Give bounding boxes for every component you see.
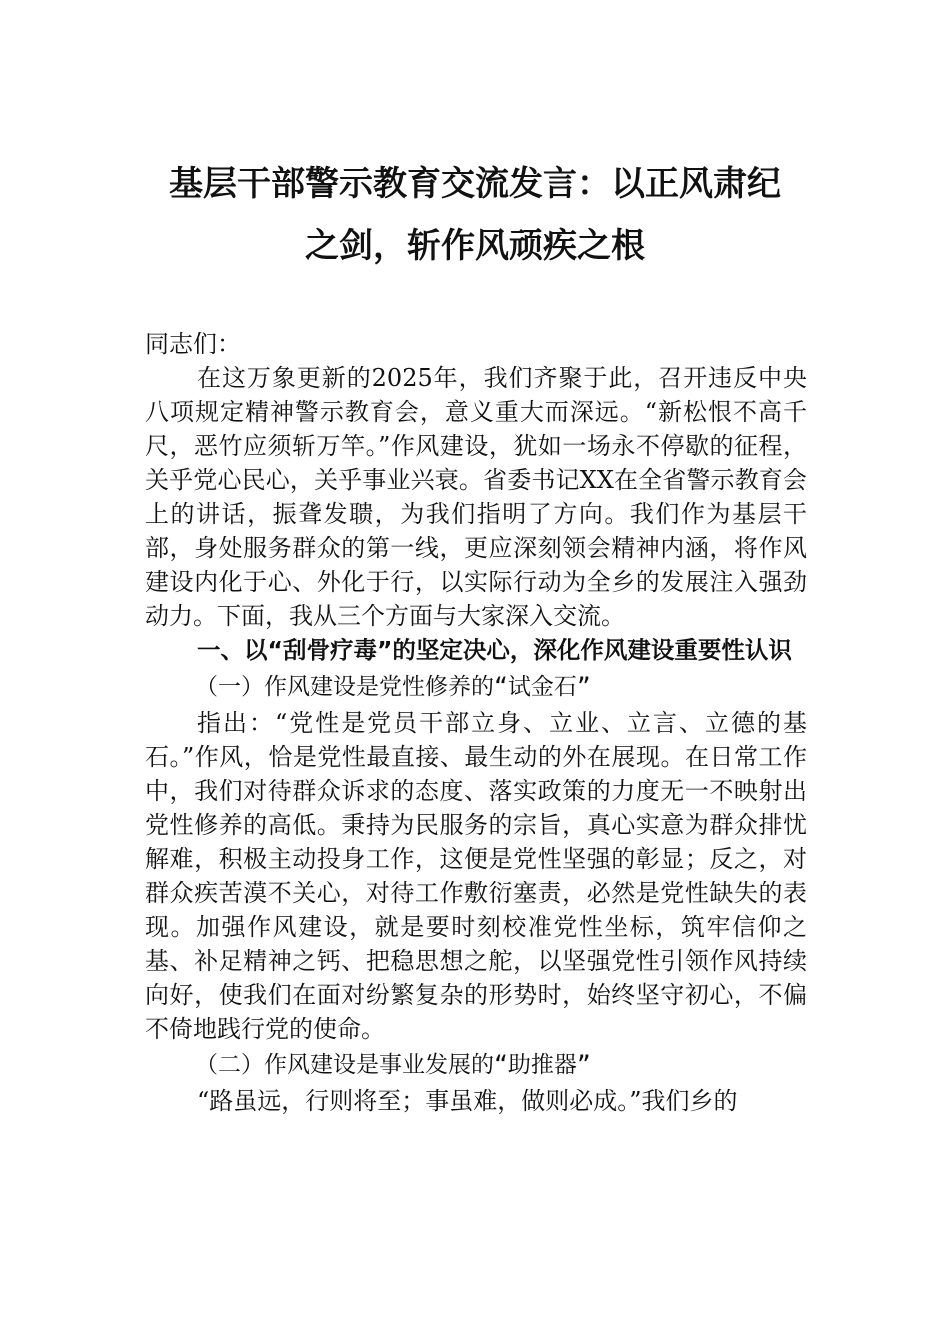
document-title [145,153,805,277]
title-line-1: 基层干部警示教育交流发言：以正风肃纪 [169,164,781,204]
section-heading-1: 一、以“刮骨疗毒”的坚定决心，深化作风建设重要性认识 [197,636,792,664]
title-line-2: 之剑，斩作风顽疾之根 [305,226,645,266]
subsection-2-paragraph: “路虽远，行则将至；事虽难，做则必成。”我们乡的 [197,1087,738,1115]
intro-paragraph: 在这万象更新的2025年，我们齐聚于此，召开违反中央八项规定精神警示教育会，意义重大而深远。“新松恨不高千尺，恶竹应须斩万竿。”作风建设，犹如一场永不停歇的征程，关乎党心民心，关乎事业兴衰。省委书记XX在全省警示教育会上的讲话，振聋发聩，为我们指明了方向。我们作为基层干部，身处服务群众的第一线，更应深刻领会精神内涵，将作风建设内化于心、外化于行，以实际行动为全乡的发展注入强劲动力。下面，我从三个方面与大家深入交流。 [145,364,807,630]
subsection-heading-2: （二）作风建设是事业发展的“助推器” [195,1052,591,1078]
subsection-1-paragraph: 指出：“党性是党员干部立身、立业、立言、立德的基石。”作风，恰是党性最直接、最生动的外在展现。在日常工作中，我们对待群众诉求的态度、落实政策的力度无一不映射出党性修养的高低。秉持为民服务的宗旨，真心实意为群众排忧解难，积极主动投身工作，这便是党性坚强的彰显；反之，对群众疾苦漠不关心，对待工作敷衍塞责，必然是党性缺失的表现。加强作风建设，就是要时刻校准党性坐标，筑牢信仰之基、补足精神之钙、把稳思想之舵，以坚强党性引领作风持续向好，使我们在面对纷繁复杂的形势时，始终坚守初心，不偏不倚地践行党的使命。 [145,709,807,1043]
greeting: 同志们： [145,330,241,358]
subsection-heading-1: （一）作风建设是党性修养的“试金石” [195,674,591,700]
document-body [145,327,807,1118]
